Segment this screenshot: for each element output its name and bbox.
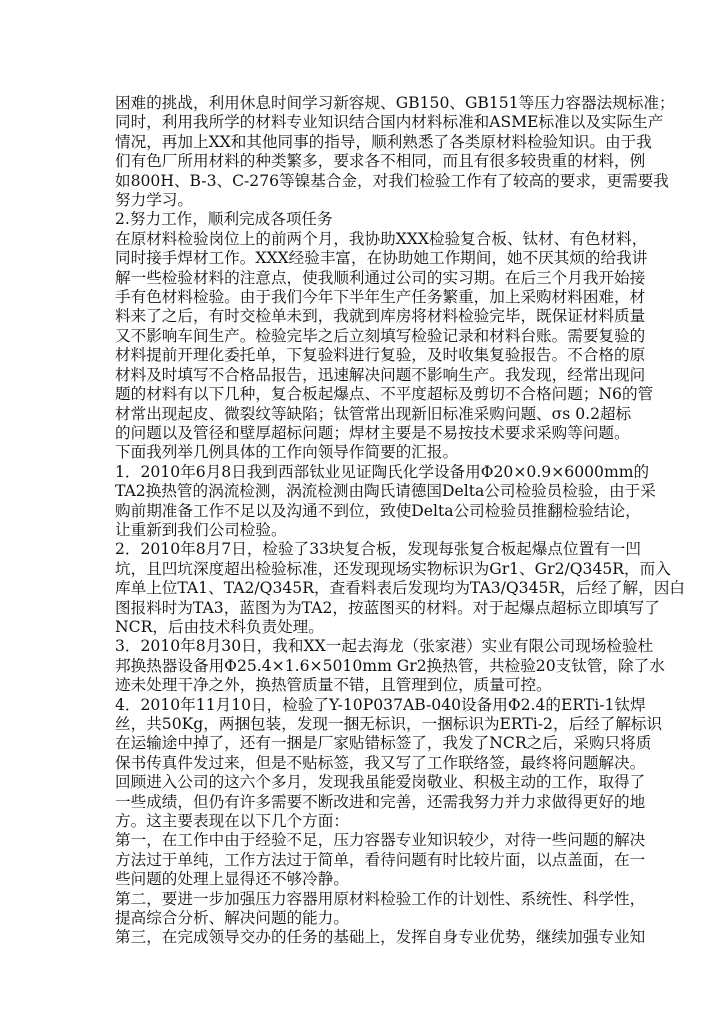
- text-line: 一些成绩，但仍有许多需要不断改进和完善，还需我努力并力求做得更好的地: [115, 792, 646, 811]
- text-line: 2．2010年8月7日，检验了33块复合板，发现每张复合板起爆点位置有一凹: [115, 540, 641, 559]
- text-line: 在原材料检验岗位上的前两个月，我协助XXX检验复合板、钛材、有色材料，: [115, 229, 648, 248]
- text-line: 图报料时为TA3，蓝图为为TA2，按蓝图买的材料。对于起爆点超标立即填写了: [115, 598, 660, 617]
- text-line: 让重新到我们公司检验。: [115, 520, 287, 539]
- text-line: 2.努力工作，顺利完成各项任务: [115, 210, 333, 229]
- text-line: TA2换热管的涡流检测，涡流检测由陶氏请德国Delta公司检验员检验，由于采: [115, 482, 656, 501]
- text-line: 材料提前开理化委托单，下复验料进行复验，及时收集复验报告。不合格的原: [115, 346, 646, 365]
- text-line: 邦换热器设备用Φ25.4×1.6×5010mm Gr2换热管，共检验20支钛管，除了水: [115, 656, 665, 675]
- text-line: 保书传真件发过来，但是不贴标签，我又写了工作联络签，最终将问题解决。: [115, 753, 646, 772]
- text-line: 材常出现起皮、微裂纹等缺陷；钛管常出现新旧标准采购问题、σs 0.2超标: [115, 404, 632, 423]
- text-line: 如800H、B-3、C-276等镍基合金，对我们检验工作有了较高的要求，更需要我: [115, 171, 669, 190]
- document-body: [115, 94, 685, 948]
- text-line: 第二，要进一步加强压力容器用原材料检验工作的计划性、系统性、科学性，: [115, 889, 646, 908]
- text-line: 库单上位TA1、TA2/Q345R，查看料表后发现均为TA3/Q345R，后经了解，因白: [115, 579, 685, 598]
- text-line: 困难的挑战，利用休息时间学习新容规、GB150、GB151等压力容器法规标准；: [115, 94, 675, 112]
- text-line: 同时接手焊材工作。XXX经验丰富，在协助她工作期间，她不厌其烦的给我讲: [115, 249, 648, 268]
- text-line: 方法过于单纯，工作方法过于简单，看待问题有时比较片面，以点盖面，在一: [115, 850, 646, 869]
- text-line: 下面我列举几例具体的工作向领导作简要的汇报。: [115, 443, 459, 462]
- text-line: 材料及时填写不合格品报告，迅速解决问题不影响生产。我发现，经常出现问: [115, 365, 646, 384]
- text-line: 手有色材料检验。由于我们今年下半年生产任务繁重，加上采购材料困难，材: [115, 288, 646, 307]
- text-line: 提高综合分析、解决问题的能力。: [115, 909, 349, 928]
- text-line: 们有色厂所用材料的种类繁多，要求各不相同，而且有很多较贵重的材料，例: [115, 152, 646, 171]
- text-line: 题的材料有以下几种，复合板起爆点、不平度超标及剪切不合格问题；N6的管: [115, 385, 654, 404]
- text-line: 解一些检验材料的注意点，使我顺利通过公司的实习期。在后三个月我开始接: [115, 268, 646, 287]
- text-line: 回顾进入公司的这六个多月，发现我虽能爱岗敬业、积极主动的工作，取得了: [115, 773, 646, 792]
- text-line: 在运输途中掉了，还有一捆是厂家贴错标签了，我发了NCR之后，采购只将质: [115, 734, 652, 753]
- text-line: 努力学习。: [115, 191, 193, 210]
- text-line: 坑，且凹坑深度超出检验标准，还发现现场实物标识为Gr1、Gr2/Q345R，而入: [115, 559, 671, 578]
- text-line: 同时，利用我所学的材料专业知识结合国内材料标准和ASME标准以及实际生产: [115, 113, 664, 132]
- text-line: 迹未处理干净之外，换热管质量不错，且管理到位，质量可控。: [115, 676, 552, 695]
- text-line: 料来了之后，有时交检单未到，我就到库房将材料检验完毕，既保证材料质量: [115, 307, 646, 326]
- text-line: 方。这主要表现在以下几个方面：: [115, 812, 349, 831]
- text-line: 1．2010年6月8日我到西部钛业见证陶氏化学设备用Φ20×0.9×6000mm的: [115, 462, 650, 481]
- text-line: 购前期准备工作不足以及沟通不到位，致使Delta公司检验员推翻检验结论，: [115, 501, 641, 520]
- text-line: 3．2010年8月30日，我和XX一起去海龙（张家港）实业有限公司现场检验杜: [115, 637, 654, 656]
- text-line: 丝，共50Kg，两捆包装，发现一捆无标识，一捆标识为ERTi-2，后经了解标识: [115, 715, 663, 733]
- text-line: 第三，在完成领导交办的任务的基础上，发挥自身专业优势，继续加强专业知: [115, 928, 646, 947]
- text-line: 又不影响车间生产。检验完毕之后立刻填写检验记录和材料台账。需要复验的: [115, 326, 646, 345]
- text-line: 些问题的处理上显得还不够冷静。: [115, 870, 349, 889]
- text-line: NCR，后由技术科负责处理。: [115, 617, 324, 636]
- text-line: 4．2010年11月10日，检验了Y-10P037AB-040设备用Φ2.4的ERTi-1钛焊: [115, 695, 646, 714]
- text-line: 情况，再加上XX和其他同事的指导，顺利熟悉了各类原材料检验知识。由于我: [115, 132, 652, 151]
- text-line: 的问题以及管径和壁厚超标问题；焊材主要是不易按技术要求采购等问题。: [115, 423, 630, 442]
- text-line: 第一，在工作中由于经验不足，压力容器专业知识较少，对待一些问题的解决: [115, 831, 646, 850]
